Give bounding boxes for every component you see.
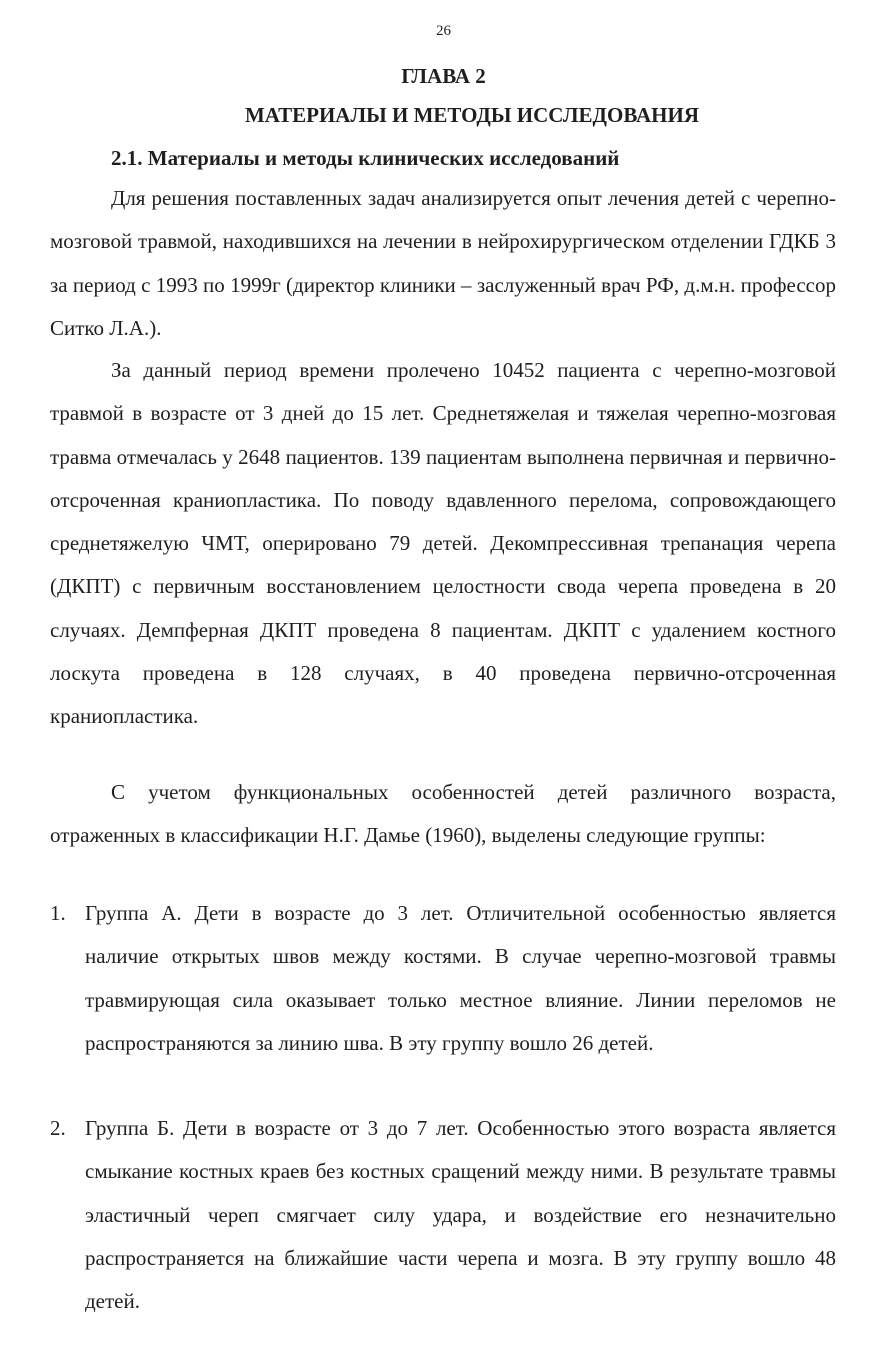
list-item-number: 2.: [50, 1116, 66, 1140]
chapter-label: ГЛАВА 2: [401, 64, 486, 88]
paragraph-text: С учетом функциональных особенностей детей различного возраста, отраженных в классификации Н.Г. Дамье (1960), выделены следующие группы:: [50, 780, 836, 848]
list-item: [50, 1107, 836, 1323]
paragraph-text: Для решения поставленных задач анализируется опыт лечения детей с черепно-мозговой травмой, находившихся на лечении в нейрохирургическом отделении ГДКБ 3 за период с 1993 по 1999г (директор клиники – заслуженный врач РФ, д.м.н. профессор Ситко Л.А.).: [50, 186, 836, 340]
page-number: 26: [436, 23, 451, 39]
paragraph-1: [50, 177, 836, 350]
group-list-item-2: [50, 1107, 836, 1323]
paragraph-3: [50, 771, 836, 858]
list-item: [50, 892, 836, 1065]
list-item-text: Группа А. Дети в возрасте до 3 лет. Отличительной особенностью является наличие открытых швов между костями. В случае черепно-мозговой травмы травмирующая сила оказывает только местное влияние. Линии переломов не распространяются за линию шва. В эту группу вошло 26 детей.: [85, 901, 836, 1055]
list-item-number: 1.: [50, 901, 66, 925]
paragraph-text: За данный период времени пролечено 10452 пациента с черепно-мозговой травмой в возрасте от 3 дней до 15 лет. Среднетяжелая и тяжелая черепно-мозговая травма отмечалась у 2648 пациентов. 139 пациентам выполнена первичная и первично-отсроченная краниопластика. По поводу вдавленного перелома, сопровождающего среднетяжелую ЧМТ, оперировано 79 детей. Декомпрессивная трепанация черепа (ДКПТ) с первичным восстановлением целостности свода черепа проведена в 20 случаях. Демпферная ДКПТ проведена 8 пациентам. ДКПТ с удалением костного лоскута проведена в 128 случаях, в 40 проведена первично-отсроченная краниопластика.: [50, 358, 836, 729]
list-item-text: Группа Б. Дети в возрасте от 3 до 7 лет. Особенностью этого возраста является смыкание костных краев без костных сращений между ними. В результате травмы эластичный череп смягчает силу удара, и воздействие его незначительно распространяется на ближайшие части черепа и мозга. В эту группу вошло 48 детей.: [85, 1116, 836, 1314]
section-title: 2.1. Материалы и методы клинических исследований: [111, 146, 620, 170]
paragraph-2: [50, 349, 836, 739]
chapter-title: МАТЕРИАЛЫ И МЕТОДЫ ИССЛЕДОВАНИЯ: [244, 103, 699, 127]
group-list-item-1: [50, 892, 836, 1065]
